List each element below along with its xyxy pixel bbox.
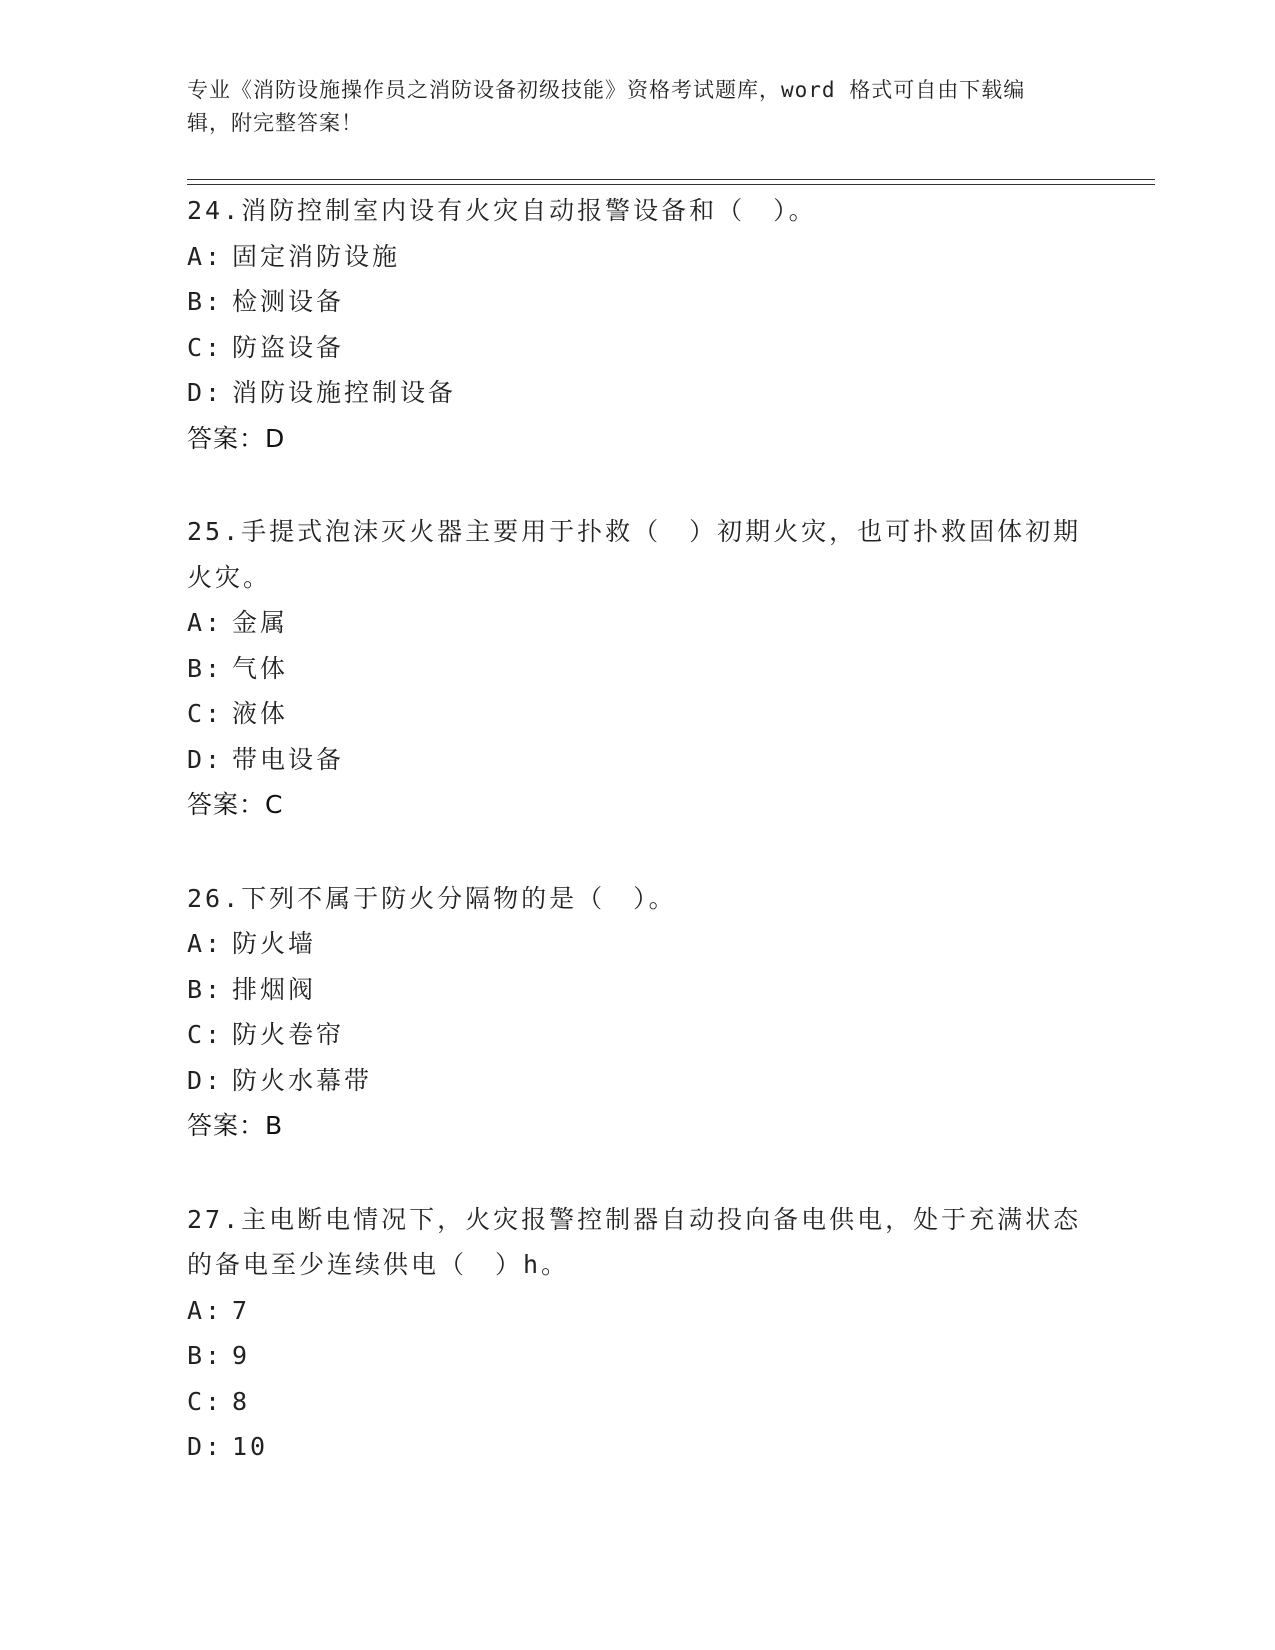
option-letter: B: — [187, 1341, 224, 1370]
document-header: 专业《消防设施操作员之消防设备初级技能》资格考试题库，word 格式可自由下载编辑，附完整答案！ — [187, 78, 1026, 135]
option-letter: C: — [187, 1386, 224, 1416]
option-letter: B: — [187, 287, 224, 316]
header-divider-bottom — [187, 184, 1155, 185]
answer-label: 答案：B — [187, 1111, 284, 1140]
option-letter: C: — [187, 699, 224, 728]
option-letter: D: — [187, 378, 224, 407]
question-26 — [187, 876, 1087, 1149]
option-letter: A: — [187, 1295, 224, 1325]
option-letter: A: — [187, 608, 224, 637]
question-stem: 26.下列不属于防火分隔物的是（ ）。 — [187, 883, 677, 913]
option-text: 检测设备 — [232, 287, 345, 316]
option-text: 液体 — [232, 699, 289, 728]
option-letter: A: — [187, 929, 224, 958]
option-text: 防火卷帘 — [232, 1020, 345, 1049]
option-text: 7 — [232, 1295, 251, 1325]
option-d — [187, 1058, 1087, 1104]
option-text: 9 — [232, 1341, 251, 1370]
question-stem: 24.消防控制室内设有火灾自动报警设备和（ ）。 — [187, 196, 817, 225]
option-text: 金属 — [232, 608, 289, 637]
question-24 — [187, 188, 1087, 461]
option-text: 防火水幕带 — [232, 1065, 373, 1095]
option-letter: D: — [187, 1065, 224, 1095]
option-letter: C: — [187, 332, 224, 362]
option-letter: C: — [187, 1020, 224, 1049]
option-d — [187, 370, 1087, 416]
option-text: 消防设施控制设备 — [232, 378, 457, 407]
option-letter: D: — [187, 744, 224, 774]
option-a — [187, 234, 1087, 280]
answer-label: 答案：C — [187, 790, 284, 819]
option-a — [187, 1288, 1087, 1334]
question-25 — [187, 509, 1087, 828]
option-b — [187, 967, 1087, 1013]
option-letter: D: — [187, 1432, 224, 1461]
option-a — [187, 921, 1087, 967]
option-text: 排烟阀 — [232, 974, 317, 1004]
option-b — [187, 279, 1087, 325]
option-a — [187, 600, 1087, 646]
option-c — [187, 325, 1087, 371]
option-d — [187, 737, 1087, 783]
option-b — [187, 646, 1087, 692]
option-b — [187, 1333, 1087, 1379]
option-c — [187, 1379, 1087, 1425]
option-text: 气体 — [232, 653, 289, 683]
answer-label: 答案：D — [187, 423, 286, 453]
question-list — [187, 188, 1087, 1518]
option-text: 固定消防设施 — [232, 241, 401, 271]
option-c — [187, 1012, 1087, 1058]
option-d — [187, 1424, 1087, 1470]
header-divider-top — [187, 179, 1155, 180]
option-text: 8 — [232, 1386, 251, 1416]
option-text: 带电设备 — [232, 744, 345, 774]
question-stem: 27.主电断电情况下，火灾报警控制器自动投向备电供电，处于充满状态的备电至少连续供电（ ）h。 — [187, 1204, 1082, 1279]
question-stem: 25.手提式泡沫灭火器主要用于扑救（ ）初期火灾，也可扑救固体初期火灾。 — [187, 517, 1082, 592]
option-letter: B: — [187, 974, 224, 1004]
option-letter: B: — [187, 653, 224, 683]
option-text: 10 — [232, 1432, 269, 1461]
option-text: 防火墙 — [232, 929, 317, 958]
question-27 — [187, 1197, 1087, 1470]
option-text: 防盗设备 — [232, 332, 345, 362]
option-c — [187, 691, 1087, 737]
option-letter: A: — [187, 241, 224, 271]
